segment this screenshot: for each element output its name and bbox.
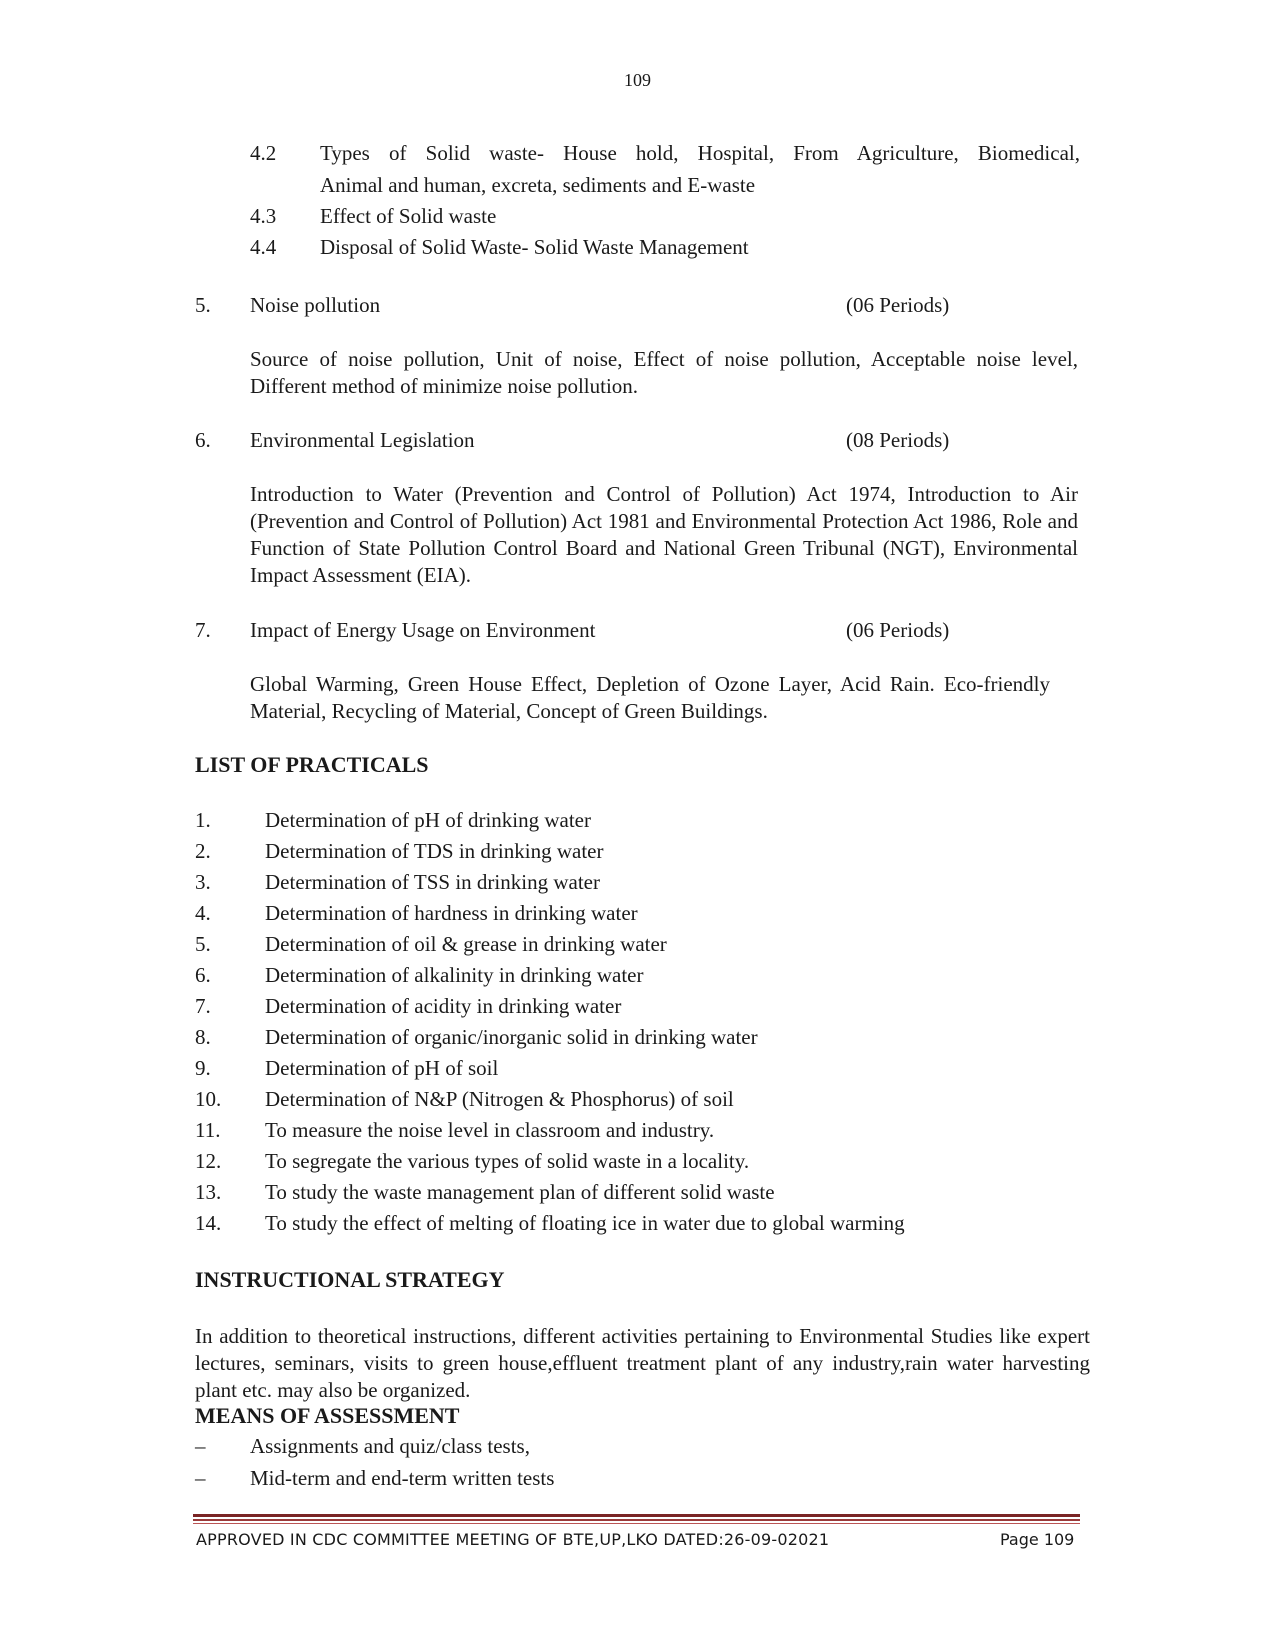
practical-number: 13.	[195, 1180, 222, 1204]
unit-number: 5.	[195, 293, 211, 317]
practical-number: 12.	[195, 1149, 222, 1173]
practical-number: 6.	[195, 963, 211, 987]
practical-number: 4.	[195, 901, 211, 925]
practical-number: 3.	[195, 870, 211, 894]
practical-number: 11.	[195, 1118, 221, 1142]
practical-number: 2.	[195, 839, 211, 863]
subtopic-line: Types of Solid waste- House hold, Hospital, From Agriculture, Biomedical,	[320, 141, 1080, 165]
practical-number: 14.	[195, 1211, 222, 1235]
page-number-top: 109	[624, 70, 651, 90]
footer-rule	[193, 1519, 1080, 1521]
practicals-heading: LIST OF PRACTICALS	[195, 752, 429, 777]
unit-body: Global Warming, Green House Effect, Depletion of Ozone Layer, Acid Rain. Eco-friendly Material, Recycling of Material, Concept of Green Buildings.	[250, 672, 1050, 723]
footer-rule	[193, 1523, 1080, 1524]
footer-page-number: Page 109	[1000, 1530, 1075, 1549]
subtopic-line: Effect of Solid waste	[320, 204, 497, 228]
practical-number: 1.	[195, 808, 211, 832]
practical-item: To measure the noise level in classroom and industry.	[265, 1118, 715, 1142]
unit-title: Impact of Energy Usage on Environment	[250, 618, 596, 642]
subtopic-number: 4.2	[250, 141, 277, 165]
practical-item: Determination of N&P (Nitrogen & Phosphorus) of soil	[265, 1087, 734, 1111]
unit-title: Noise pollution	[250, 293, 381, 317]
footer-approval: APPROVED IN CDC COMMITTEE MEETING OF BTE,UP,LKO DATED:26-09-02021	[196, 1530, 830, 1549]
unit-periods: (06 Periods)	[846, 293, 950, 317]
practical-item: Determination of acidity in drinking water	[265, 994, 622, 1018]
practical-item: To segregate the various types of solid waste in a locality.	[265, 1149, 750, 1173]
unit-body: Introduction to Water (Prevention and Control of Pollution) Act 1974, Introduction to Air (Prevention and Control of Pollution) Act 1981 and Environmental Protection Act 1986, Role and Function of State Pollution Control Board and National Green Tribunal (NGT), Environmental Impact Assessment (EIA).	[250, 482, 1078, 587]
subtopic-number: 4.4	[250, 235, 277, 259]
practical-item: To study the effect of melting of floating ice in water due to global warming	[265, 1211, 905, 1235]
subtopic-line: Disposal of Solid Waste- Solid Waste Management	[320, 235, 749, 259]
unit-periods: (08 Periods)	[846, 428, 950, 452]
practical-item: Determination of hardness in drinking water	[265, 901, 638, 925]
unit-body: Source of noise pollution, Unit of noise, Effect of noise pollution, Acceptable noise level, Different method of minimize noise pollution.	[250, 347, 1078, 398]
practical-number: 5.	[195, 932, 211, 956]
instructional-strategy-body: In addition to theoretical instructions, different activities pertaining to Environmental Studies like expert lectures, seminars, visits to green house,effluent treatment plant of any industry,rain water harvesting plant etc. may also be organized.	[195, 1324, 1090, 1402]
instructional-strategy-heading: INSTRUCTIONAL STRATEGY	[195, 1267, 505, 1292]
subtopic-text	[320, 138, 1080, 168]
practical-item: Determination of TSS in drinking water	[265, 870, 600, 894]
practical-item: Determination of organic/inorganic solid in drinking water	[265, 1025, 758, 1049]
unit-number: 7.	[195, 618, 211, 642]
unit-periods: (06 Periods)	[846, 618, 950, 642]
subtopic-number: 4.3	[250, 204, 277, 228]
assessment-bullet: –	[195, 1466, 206, 1490]
practical-number: 9.	[195, 1056, 211, 1080]
practical-number: 8.	[195, 1025, 211, 1049]
practical-item: Determination of pH of soil	[265, 1056, 499, 1080]
subtopic-line: Animal and human, excreta, sediments and E-waste	[320, 173, 756, 197]
practical-item: Determination of alkalinity in drinking water	[265, 963, 644, 987]
practical-item: Determination of pH of drinking water	[265, 808, 591, 832]
practical-number: 7.	[195, 994, 211, 1018]
practical-item: Determination of TDS in drinking water	[265, 839, 604, 863]
assessment-item: Assignments and quiz/class tests,	[250, 1434, 530, 1458]
assessment-heading: MEANS OF ASSESSMENT	[195, 1403, 460, 1428]
practical-item: Determination of oil & grease in drinking water	[265, 932, 667, 956]
unit-title: Environmental Legislation	[250, 428, 475, 452]
practical-item: To study the waste management plan of different solid waste	[265, 1180, 775, 1204]
footer-rule	[193, 1514, 1080, 1517]
practical-number: 10.	[195, 1087, 222, 1111]
assessment-item: Mid-term and end-term written tests	[250, 1466, 555, 1490]
assessment-bullet: –	[195, 1434, 206, 1458]
unit-number: 6.	[195, 428, 211, 452]
